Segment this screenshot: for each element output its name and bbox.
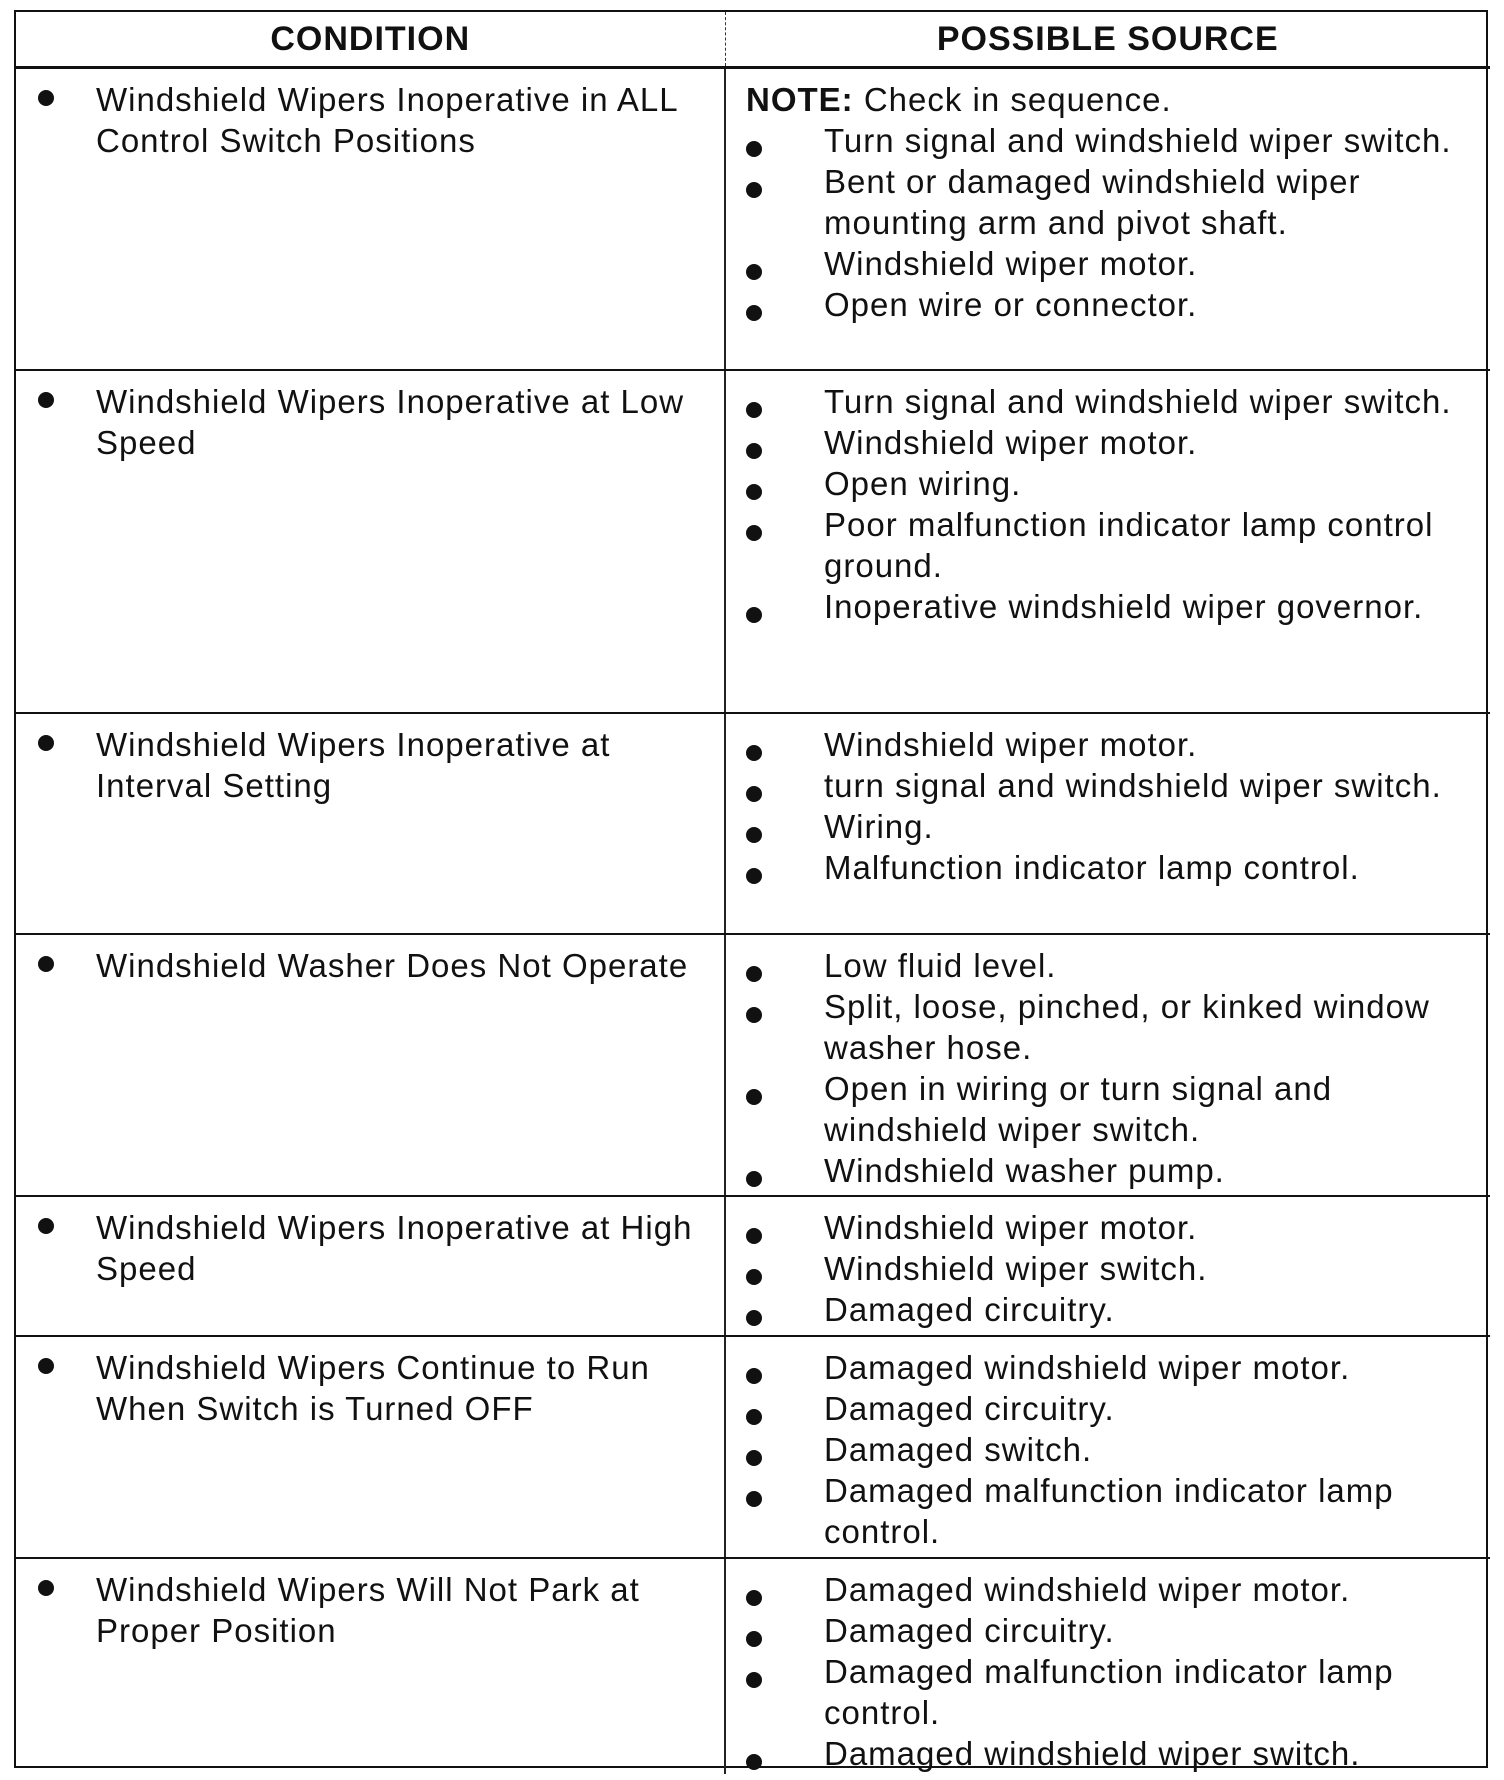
source-text: Windshield wiper motor.	[824, 423, 1198, 461]
bullet-icon	[746, 402, 762, 418]
condition-cell	[16, 370, 725, 713]
list-item	[746, 243, 1460, 284]
header-row	[16, 12, 1490, 68]
bullet-icon	[746, 786, 762, 802]
source-text: Damaged circuitry.	[824, 1389, 1115, 1427]
bullet-icon	[746, 745, 762, 761]
source-text: Split, loose, pinched, or kinked window washer hose.	[824, 987, 1430, 1066]
condition-text: Windshield Wipers Inoperative at Interval Setting	[96, 725, 611, 804]
bullet-icon	[746, 305, 762, 321]
bullet-icon	[746, 1754, 762, 1770]
source-cell	[725, 1558, 1490, 1774]
list-item	[746, 381, 1460, 422]
list-item	[746, 1388, 1460, 1429]
condition-text: Windshield Wipers Inoperative in ALL Control Switch Positions	[96, 81, 678, 159]
source-cell	[725, 1336, 1490, 1558]
list-item	[746, 765, 1460, 806]
condition-text: Windshield Wipers Inoperative at Low Speed	[96, 382, 685, 461]
list-item	[746, 1347, 1460, 1388]
list-item	[746, 284, 1460, 325]
bullet-icon	[746, 443, 762, 459]
table-row	[16, 713, 1490, 934]
condition-text: Windshield Wipers Inoperative at High Speed	[96, 1208, 693, 1287]
bullet-icon	[746, 141, 762, 157]
source-text: Damaged circuitry.	[824, 1611, 1115, 1649]
condition-text: Windshield Wipers Will Not Park at Proper Position	[96, 1570, 640, 1649]
list-item	[746, 1150, 1460, 1191]
bullet-icon	[746, 525, 762, 541]
list-item	[746, 1610, 1460, 1651]
source-text: Damaged windshield wiper motor.	[824, 1348, 1351, 1386]
source-text: Damaged windshield wiper switch.	[824, 1734, 1361, 1772]
note-text: Check in sequence.	[853, 81, 1172, 118]
list-item	[746, 1289, 1460, 1330]
table-row	[16, 1196, 1490, 1336]
list-item	[746, 847, 1460, 888]
source-text: Open in wiring or turn signal and windshield wiper switch.	[824, 1069, 1333, 1148]
condition-text: Windshield Washer Does Not Operate	[96, 946, 689, 984]
source-text: Bent or damaged windshield wiper mounting arm and pivot shaft.	[824, 163, 1361, 241]
bullet-icon	[746, 966, 762, 982]
source-text: Poor malfunction indicator lamp control ground.	[824, 505, 1434, 584]
condition-cell	[16, 1196, 725, 1336]
source-text: Open wire or connector.	[824, 286, 1198, 323]
list-item	[746, 1651, 1460, 1733]
bullet-icon	[38, 735, 54, 751]
source-text: Windshield washer pump.	[824, 1151, 1225, 1189]
list-item	[746, 463, 1460, 504]
source-text: Damaged windshield wiper motor.	[824, 1570, 1351, 1608]
list-item	[746, 1207, 1460, 1248]
note-label: NOTE:	[746, 81, 854, 118]
bullet-icon	[746, 827, 762, 843]
source-text: Inoperative windshield wiper governor.	[824, 587, 1424, 625]
bullet-icon	[38, 90, 54, 106]
list-item	[746, 1569, 1460, 1610]
list-item	[746, 161, 1460, 243]
condition-column-header: CONDITION	[16, 12, 725, 68]
source-text: Windshield wiper motor.	[824, 1208, 1198, 1246]
source-text: Wiring.	[824, 807, 934, 845]
bullet-icon	[746, 1368, 762, 1384]
list-item	[746, 1248, 1460, 1289]
list-item	[746, 586, 1460, 627]
source-text: Damaged malfunction indicator lamp control.	[824, 1471, 1394, 1550]
source-cell	[725, 370, 1490, 713]
bullet-icon	[38, 1218, 54, 1234]
condition-cell	[16, 934, 725, 1196]
condition-cell	[16, 1558, 725, 1774]
bullet-icon	[746, 1450, 762, 1466]
bullet-icon	[746, 1631, 762, 1647]
list-item	[746, 504, 1460, 586]
source-text: Damaged circuitry.	[824, 1290, 1115, 1328]
source-text: Malfunction indicator lamp control.	[824, 848, 1360, 886]
list-item	[746, 1733, 1460, 1774]
source-list	[746, 1207, 1460, 1330]
bullet-icon	[38, 1358, 54, 1374]
bullet-icon	[746, 1310, 762, 1326]
source-list	[746, 1569, 1460, 1774]
source-text: Damaged switch.	[824, 1430, 1093, 1468]
table-row	[16, 1558, 1490, 1774]
condition-source-table	[16, 12, 1490, 1774]
bullet-icon	[746, 1590, 762, 1606]
list-item	[746, 945, 1460, 986]
table-row	[16, 68, 1490, 370]
list-item	[746, 1470, 1460, 1552]
source-column-header: POSSIBLE SOURCE	[725, 12, 1490, 68]
source-list	[746, 1347, 1460, 1552]
list-item	[746, 422, 1460, 463]
bullet-icon	[746, 1491, 762, 1507]
source-cell	[725, 934, 1490, 1196]
condition-cell	[16, 713, 725, 934]
list-item	[746, 806, 1460, 847]
table-row	[16, 934, 1490, 1196]
table-row	[16, 1336, 1490, 1558]
source-list	[746, 945, 1460, 1191]
source-text: Turn signal and windshield wiper switch.	[824, 382, 1452, 420]
source-text: Low fluid level.	[824, 946, 1057, 984]
source-text: Windshield wiper motor.	[824, 725, 1198, 763]
condition-cell	[16, 68, 725, 370]
bullet-icon	[746, 1007, 762, 1023]
source-text: Damaged malfunction indicator lamp control.	[824, 1652, 1394, 1731]
list-item	[746, 1068, 1460, 1150]
source-text: Windshield wiper switch.	[824, 1249, 1208, 1287]
source-cell	[725, 68, 1490, 370]
source-list	[746, 381, 1460, 627]
bullet-icon	[746, 1089, 762, 1105]
source-list	[746, 724, 1460, 888]
list-item	[746, 120, 1460, 161]
source-cell	[725, 713, 1490, 934]
list-item	[746, 724, 1460, 765]
bullet-icon	[746, 607, 762, 623]
note	[746, 79, 1460, 120]
bullet-icon	[746, 1409, 762, 1425]
bullet-icon	[746, 1171, 762, 1187]
source-list	[746, 120, 1460, 325]
source-cell	[725, 1196, 1490, 1336]
bullet-icon	[746, 1269, 762, 1285]
condition-text: Windshield Wipers Continue to Run When Switch is Turned OFF	[96, 1348, 650, 1427]
bullet-icon	[38, 1580, 54, 1596]
bullet-icon	[746, 182, 762, 198]
condition-cell	[16, 1336, 725, 1558]
source-text: Turn signal and windshield wiper switch.	[824, 122, 1452, 159]
source-text: Open wiring.	[824, 464, 1022, 502]
table-row	[16, 370, 1490, 713]
troubleshooting-chart	[14, 10, 1488, 1772]
source-text: turn signal and windshield wiper switch.	[824, 766, 1442, 804]
bullet-icon	[38, 392, 54, 408]
list-item	[746, 986, 1460, 1068]
source-text: Windshield wiper motor.	[824, 245, 1198, 282]
bullet-icon	[746, 264, 762, 280]
bullet-icon	[38, 956, 54, 972]
bullet-icon	[746, 484, 762, 500]
bullet-icon	[746, 1672, 762, 1688]
bullet-icon	[746, 868, 762, 884]
bullet-icon	[746, 1228, 762, 1244]
list-item	[746, 1429, 1460, 1470]
